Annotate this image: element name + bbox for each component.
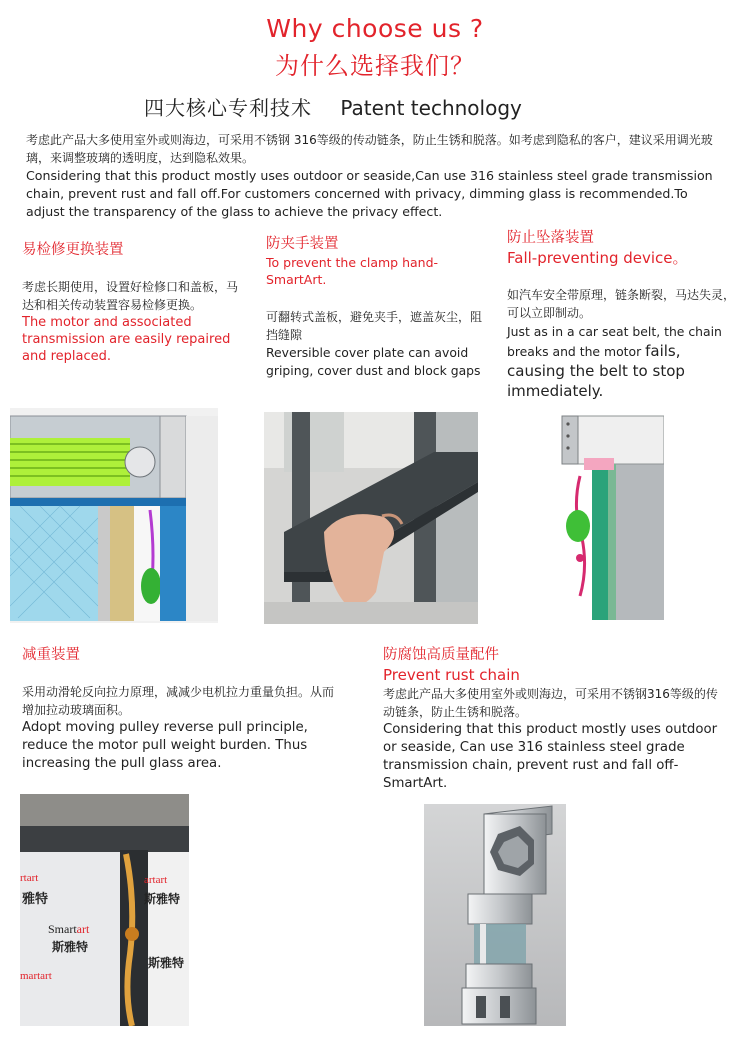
feature-title-cn: 防夹手装置 — [266, 236, 339, 252]
intro-en: Considering that this product mostly uses outdoor or seaside,Can use 316 stainless steel grade transmission chain, prevent rust and fall off.For customers concerned with privacy, dimming glass is recommended.To adjust the transparency of the glass to achieve the privacy effect. — [26, 168, 713, 219]
brand-cn-partial: 雅特 — [22, 891, 49, 906]
feature-title-en: To prevent the clamp hand-SmartArt. — [266, 255, 439, 287]
maintenance-diagram — [10, 408, 218, 623]
section-subhead — [144, 92, 522, 121]
feature-text-en-2: fails, causing the belt to stop immediately. — [507, 342, 685, 400]
feature-anti-pinch — [266, 235, 484, 380]
feature-anti-corrosion — [383, 646, 723, 793]
subhead-en: Patent technology — [340, 96, 522, 120]
feature-text — [22, 278, 247, 365]
feature-text-cn: 可翻转式盖板，避免夹手，遮盖灰尘，阻挡缝隙 — [266, 310, 483, 342]
brand-partial-3: martart — [20, 970, 52, 982]
feature-text-cn: 如汽车安全带原理，链条断裂，马达失灵，可以立即制动。 — [507, 288, 736, 320]
brand-smart: Smart — [48, 922, 77, 936]
feature-title-cn: 减重装置 — [22, 647, 80, 663]
brand-cn-partial-2: 斯雅特 — [144, 892, 181, 906]
feature-text — [507, 286, 737, 401]
profile-3d-render — [424, 804, 566, 1026]
page-title-cn: 为什么选择我们？ — [275, 52, 475, 80]
feature-text-en: Adopt moving pulley reverse pull principle, reduce the motor pull weight burden. Thus increasing the pull glass area. — [22, 720, 308, 771]
feature-title-cn: 防止坠落装置 — [507, 230, 594, 246]
pulley-photo — [20, 794, 189, 1026]
feature-weight-reduction — [22, 646, 338, 773]
brand-partial-1: rtart — [20, 872, 39, 884]
anti-pinch-photo — [264, 412, 478, 624]
brand-art: art — [76, 922, 90, 936]
brand-logo-main — [48, 922, 89, 937]
feature-text — [383, 685, 723, 793]
feature-text-cn: 考虑长期使用，设置好检修口和盖板，马达和相关传动装置容易检修更换。 — [22, 280, 239, 312]
feature-text — [266, 308, 484, 380]
fall-prevention-diagram — [532, 408, 664, 620]
brand-cn-partial-3: 斯雅特 — [148, 956, 185, 970]
feature-title-cn: 易检修更换装置 — [22, 242, 124, 258]
feature-text-en: The motor and associated transmission are easily repaired and replaced. — [22, 315, 231, 364]
brand-partial-2: artart — [144, 874, 168, 886]
feature-maintenance — [22, 241, 247, 365]
intro-cn: 考虑此产品大多使用室外或则海边，可采用不锈钢 316等级的传动链条，防止生锈和脱落。如考虑到隐私的客户，建议采用调光玻璃，来调整玻璃的透明度，达到隐私效果。 — [26, 133, 713, 165]
intro-paragraph — [26, 131, 730, 221]
feature-title-cn: 防腐蚀高质量配件 — [383, 647, 499, 663]
feature-text-cn: 采用动滑轮反向拉力原理，减减少电机拉力重量负担。从而增加拉动玻璃面积。 — [22, 685, 335, 717]
feature-fall-prevention — [507, 229, 737, 401]
feature-text — [22, 683, 338, 773]
feature-text-en: Considering that this product mostly uses outdoor or seaside, Can use 316 stainless steel grade transmission chain, prevent rust and fall off-SmartArt. — [383, 722, 718, 791]
feature-text-en-1: Just as in a car seat belt, the chain breaks and the motor — [507, 324, 722, 359]
feature-text-cn: 考虑此产品大多使用室外或则海边，可采用不锈钢316等级的传动链条，防止生锈和脱落。 — [383, 687, 718, 719]
feature-title-en: Prevent rust chain — [383, 666, 520, 684]
page-title-en: Why choose us ? — [266, 14, 484, 43]
feature-title-en: Fall-preventing device。 — [507, 249, 688, 267]
feature-text-en: Reversible cover plate can avoid griping, cover dust and block gaps — [266, 345, 481, 378]
brand-cn-main: 斯雅特 — [52, 940, 89, 954]
subhead-cn: 四大核心专利技术 — [144, 96, 312, 120]
